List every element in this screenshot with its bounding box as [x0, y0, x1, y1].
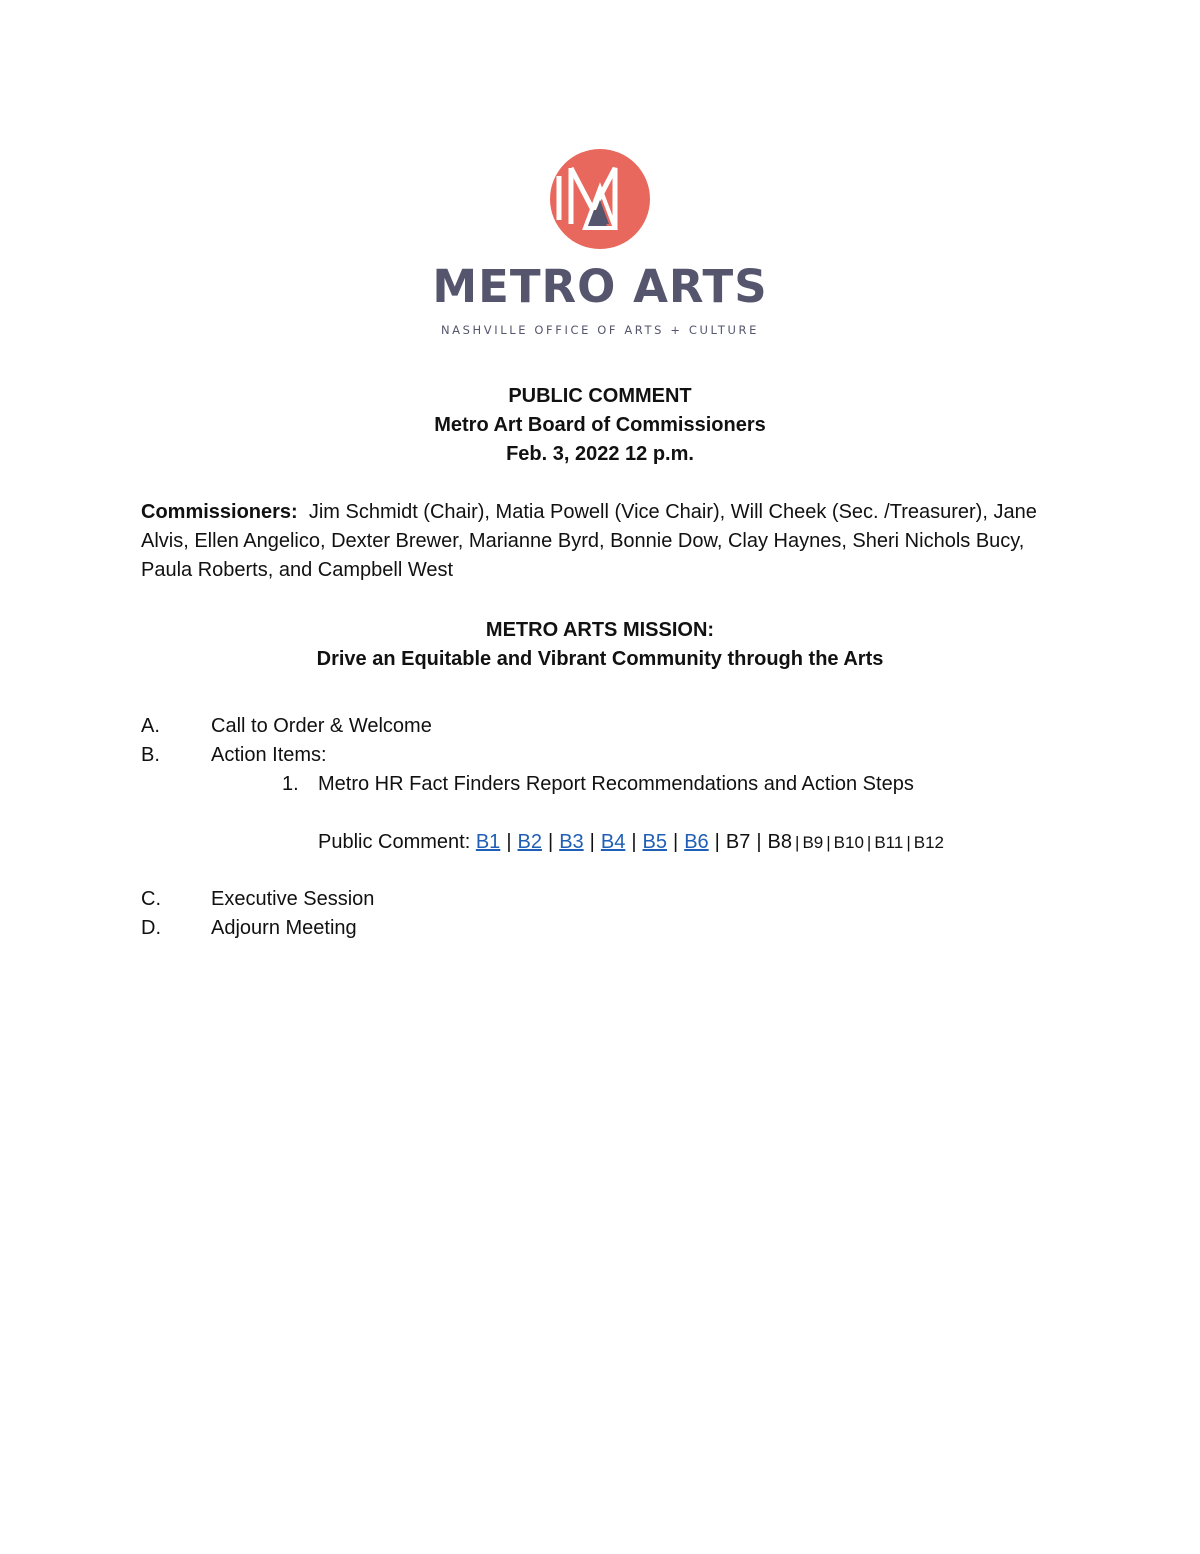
agenda-item-b [0, 741, 1200, 770]
separator: | [826, 833, 831, 852]
action-item-number: 1. [282, 773, 299, 795]
header-date: Feb. 3, 2022 12 p.m. [506, 443, 694, 465]
mission-statement: Drive an Equitable and Vibrant Community through the Arts [316, 648, 884, 670]
comment-link-b5[interactable]: B5 [642, 831, 667, 853]
commissioners-names: Jim Schmidt (Chair), Matia Powell (Vice Chair), Will Cheek (Sec. /Treasurer), Jane Alvis, Ellen Angelico, Dexter Brewer, Marianne Byrd, Bonnie Dow, Clay Haynes, Sheri Nichols Bucy, Paula Roberts, and Campbell West [141, 501, 1037, 581]
public-comment-links [318, 828, 944, 857]
separator: | [547, 831, 554, 853]
comment-ref-b10: B10 [833, 833, 864, 852]
agenda-item-d [0, 914, 1200, 943]
metro-arts-logo [0, 148, 1200, 337]
header-board-name: Metro Art Board of Commissioners [434, 414, 766, 436]
agenda-letter: B. [141, 744, 160, 766]
agenda-item-a [0, 712, 1200, 741]
public-comment-label: Public Comment: [318, 831, 471, 853]
brand-name: METRO ARTS [432, 260, 768, 313]
separator: | [589, 831, 595, 853]
metro-arts-emblem-icon [549, 148, 651, 250]
separator: | [906, 833, 911, 852]
comment-ref-b9: B9 [802, 833, 824, 852]
comment-link-b6[interactable]: B6 [684, 831, 709, 853]
agenda-letter: A. [141, 715, 160, 737]
commissioners-paragraph [141, 498, 1041, 585]
separator: | [506, 831, 512, 853]
agenda-text: Call to Order & Welcome [211, 715, 432, 737]
separator: | [756, 831, 762, 853]
comment-link-b4[interactable]: B4 [600, 831, 626, 853]
comment-ref-b7: B7 [725, 831, 751, 853]
agenda-letter: D. [141, 917, 161, 939]
comment-link-b2[interactable]: B2 [517, 831, 542, 853]
agenda-letter: C. [141, 888, 161, 910]
agenda-text: Adjourn Meeting [211, 917, 357, 939]
agenda-text: Action Items: [211, 744, 327, 766]
mission-block [0, 616, 1200, 674]
separator: | [866, 833, 872, 852]
separator: | [795, 833, 800, 852]
commissioners-label: Commissioners: [141, 501, 298, 523]
separator: | [631, 831, 637, 853]
separator: | [673, 831, 679, 853]
comment-link-b1[interactable]: B1 [475, 831, 501, 853]
comment-link-b3[interactable]: B3 [559, 831, 584, 853]
mission-title: METRO ARTS MISSION: [485, 619, 715, 641]
action-item-text: Metro HR Fact Finders Report Recommendations and Action Steps [318, 773, 914, 795]
document-header [0, 382, 1200, 469]
comment-ref-b11: B11 [874, 833, 904, 852]
comment-ref-b12: B12 [913, 833, 944, 852]
action-item-1 [282, 770, 914, 799]
brand-tagline: NASHVILLE OFFICE OF ARTS + CULTURE [440, 323, 760, 337]
agenda-text: Executive Session [211, 888, 375, 910]
agenda-item-c [0, 885, 1200, 914]
separator: | [714, 831, 720, 853]
header-title: PUBLIC COMMENT [508, 385, 692, 407]
comment-ref-b8: B8 [767, 831, 793, 853]
